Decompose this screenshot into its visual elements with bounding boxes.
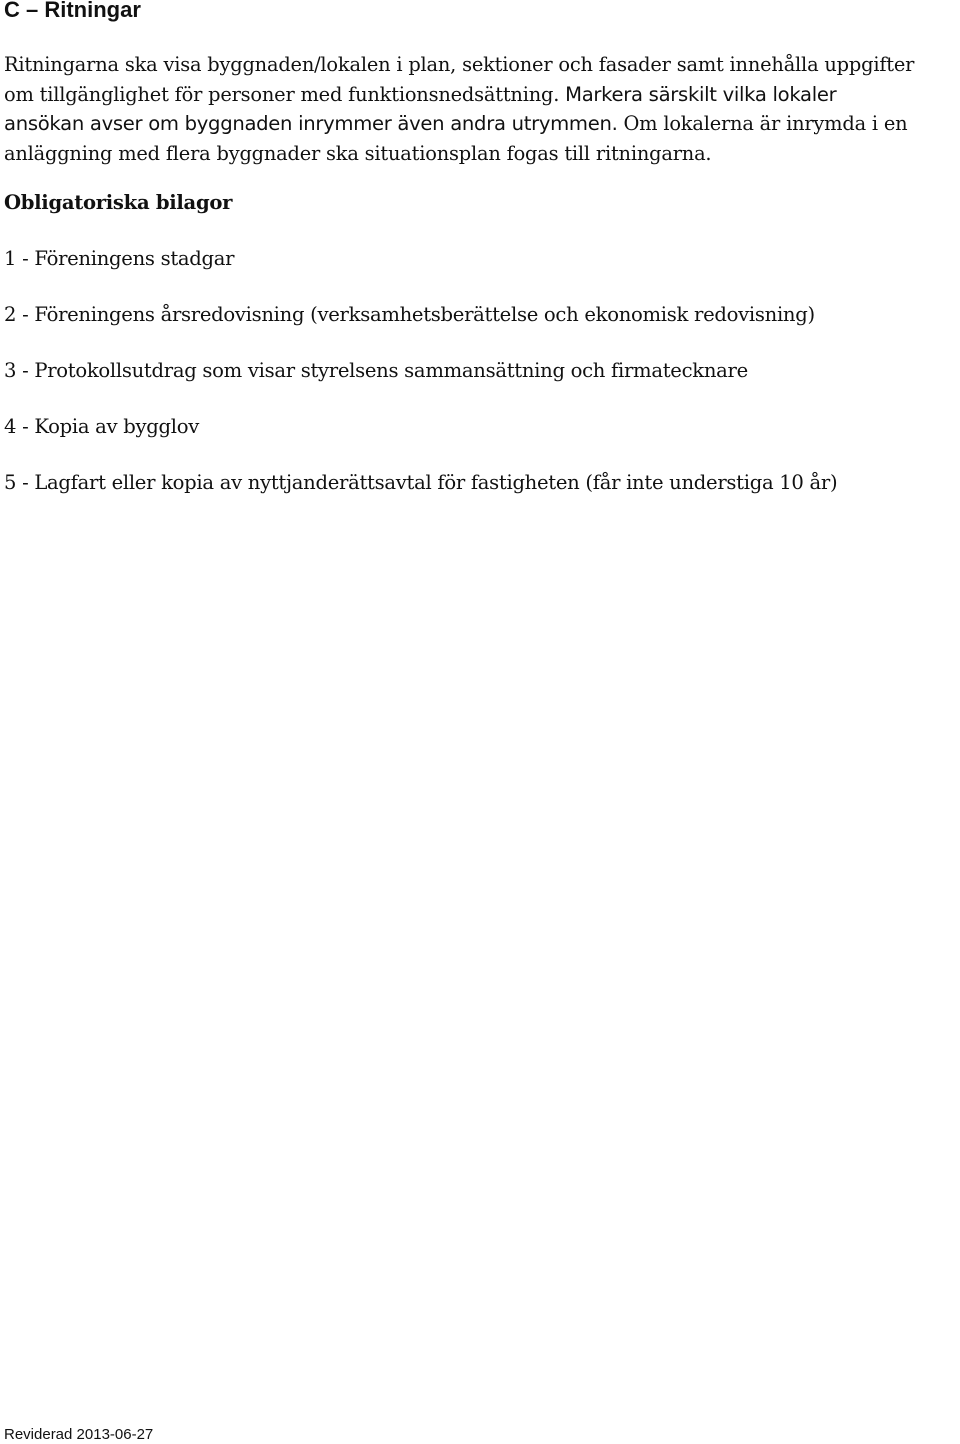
text-run: Markera särskilt vilka lokaler — [559, 82, 837, 106]
attachment-item: 1 - Föreningens stadgar — [4, 247, 235, 270]
section-heading: C – Ritningar — [4, 0, 141, 22]
text-run: Om lokalerna är inrymda i en — [617, 112, 908, 135]
text-run: Ritningarna ska visa byggnaden/lokalen i plan, sektioner och fasader samt innehålla uppgifter — [4, 53, 915, 76]
paragraph-line — [4, 139, 960, 169]
text-run: ansökan avser om byggnaden inrymmer även andra utrymmen. — [4, 112, 618, 135]
attachment-item: 5 - Lagfart eller kopia av nyttjanderättsavtal för fastigheten (får inte understiga 10 år) — [4, 471, 838, 494]
attachments-list — [4, 244, 837, 524]
attachment-item: 2 - Föreningens årsredovisning (verksamhetsberättelse och ekonomisk redovisning) — [4, 303, 815, 326]
revision-date: Reviderad 2013-06-27 — [4, 1426, 154, 1443]
attachment-item: 4 - Kopia av bygglov — [4, 415, 199, 438]
text-run: om tillgänglighet för personer med funktionsnedsättning. — [4, 82, 560, 106]
drawings-paragraph — [4, 50, 960, 168]
text-run: anläggning med flera byggnader ska situationsplan fogas till ritningarna. — [4, 141, 712, 165]
paragraph-line — [4, 80, 960, 110]
attachments-heading: Obligatoriska bilagor — [4, 191, 233, 214]
attachment-item: 3 - Protokollsutdrag som visar styrelsens sammansättning och firmatecknare — [4, 359, 748, 382]
paragraph-line — [4, 109, 960, 139]
paragraph-line — [4, 50, 960, 80]
